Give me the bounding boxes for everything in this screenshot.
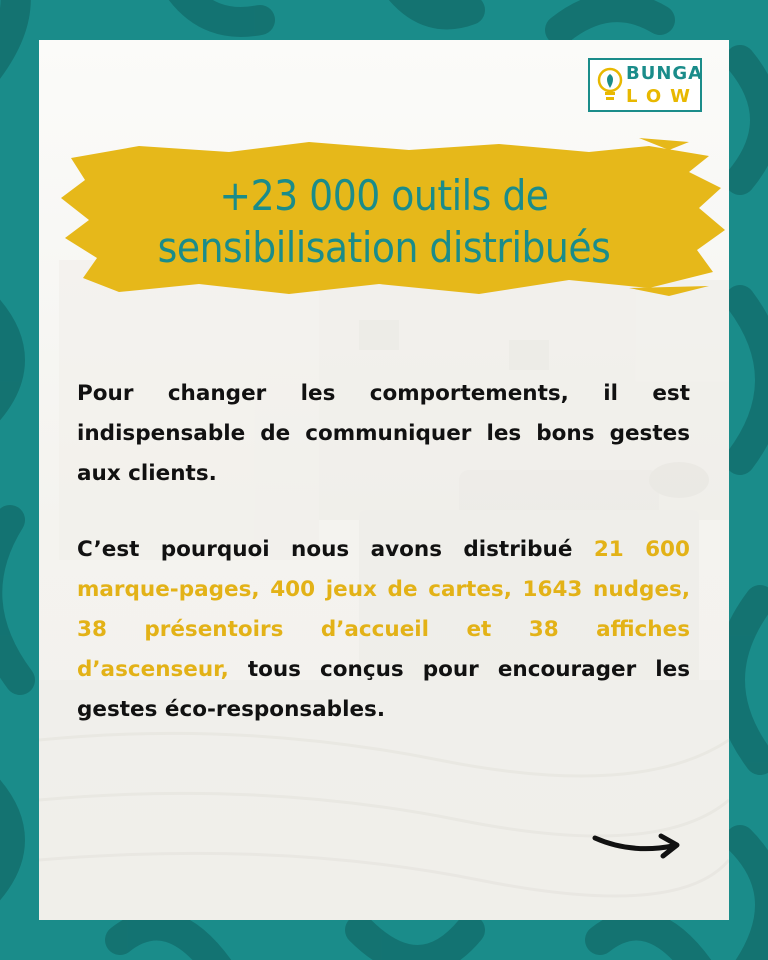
paragraph-distribution-highlight: 21 600 marque-pages, 400 jeux de cartes, 1643 nudges, 38 présentoirs d’accueil et 38 affiches d’ascenseur,: [77, 537, 690, 682]
paragraph-intro: Pour changer les comportements, il est indispensable de communiquer les bons gestes aux clients.: [77, 381, 690, 486]
logo-text-low: LOW: [626, 86, 699, 107]
lightbulb-leaf-icon: [596, 66, 624, 106]
paragraph-distribution: [77, 530, 690, 730]
paragraph-distribution-intro: C’est pourquoi nous avons distribué: [77, 537, 594, 562]
logo-text-bunga: BUNGA: [626, 63, 704, 84]
content-card: [39, 40, 729, 920]
headline-line-2: sensibilisation distribués: [157, 223, 611, 272]
paragraph-distribution-outro: tous conçus pour encourager les gestes éco-responsables.: [77, 657, 690, 722]
headline: [79, 170, 689, 274]
headline-line-1: +23 000 outils de: [219, 171, 549, 220]
right-arrow-icon[interactable]: [591, 828, 683, 864]
bungalow-logo: [588, 58, 702, 112]
